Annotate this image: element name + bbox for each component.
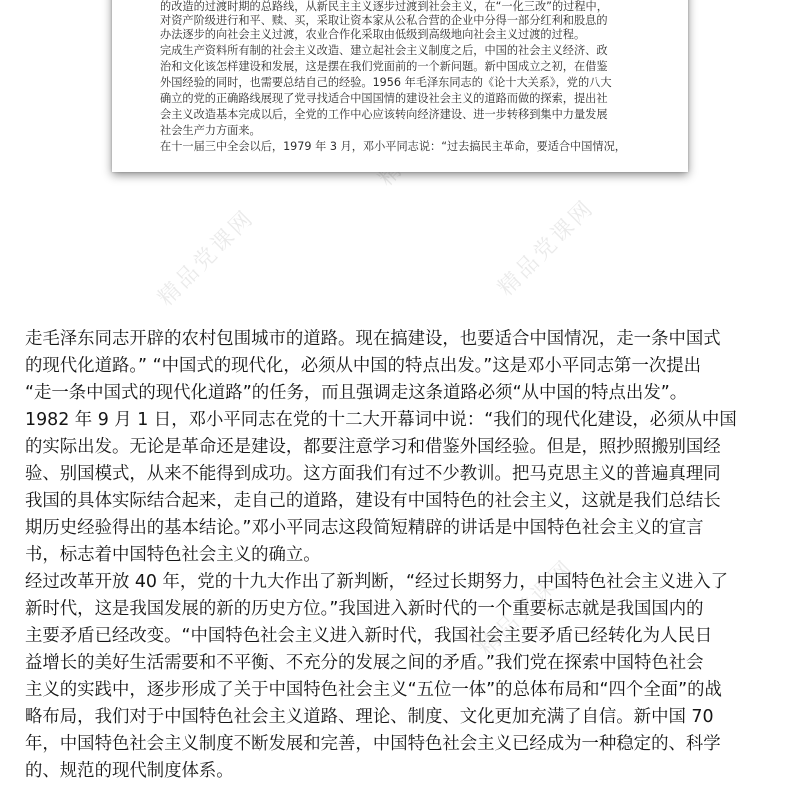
body-line: 益增长的美好生活需要和不平衡、不充分的发展之间的矛盾。”我们党在探索中国特色社会: [25, 653, 704, 673]
preview-line: 完成生产资料所有制的社会主义改造、建立起社会主义制度之后，中国的社会主义经济、政: [160, 44, 608, 57]
preview-line: 社会生产力方面来。: [160, 124, 261, 137]
preview-line: 的改造的过渡时期的总路线，从新民主主义逐步过渡到社会主义，在“一化三改”的过程中，: [160, 0, 608, 13]
preview-line: 会主义改造基本完成以后，全党的工作中心应该转向经济建设、进一步转移到集中力量发展: [160, 108, 608, 121]
body-line: 经过改革开放 40 年，党的十九大作出了新判断，“经过长期努力，中国特色社会主义进入了: [25, 572, 729, 592]
body-line: 主要矛盾已经改变。“中国特色社会主义进入新时代，我国社会主要矛盾已经转化为人民日: [25, 626, 713, 646]
body-line: 年，中国特色社会主义制度不断发展和完善，中国特色社会主义已经成为一种稳定的、科学: [25, 734, 721, 754]
preview-line: 外国经验的同时，也需要总结自己的经验。1956 年毛泽东同志的《论十大关系》，党的八大: [160, 76, 612, 89]
body-line: 书，标志着中国特色社会主义的确立。: [25, 545, 321, 565]
preview-line: 对资产阶级进行和平、赎、买，采取让资本家从公私合营的企业中分得一部分红利和股息的: [160, 14, 608, 27]
body-line: 验、别国模式，从来不能得到成功。这方面我们有过不少教训。把马克思主义的普遍真理同: [25, 464, 721, 484]
body-line: 期历史经验得出的基本结论。”邓小平同志这段简短精辟的讲话是中国特色社会主义的宣言: [25, 518, 704, 538]
body-line: 略布局，我们对于中国特色社会主义道路、理论、制度、文化更加充满了自信。新中国 70: [25, 707, 714, 727]
body-line: 走毛泽东同志开辟的农村包围城市的道路。现在搞建设，也要适合中国情况，走一条中国式: [25, 329, 721, 349]
watermark-4: 精品党课网: [473, 555, 580, 662]
body-line: 新时代，这是我国发展的新的历史方位。”我国进入新时代的一个重要标志就是我国国内的: [25, 599, 704, 619]
preview-line: 在十一届三中全会以后，1979 年 3 月，邓小平同志说：“过去搞民主革命，要适合中国情况，: [160, 140, 626, 153]
preview-line: 确立的党的正确路线展现了党寻找适合中国国情的建设社会主义的道路而做的探索，提出社: [160, 92, 608, 105]
watermark-1: 精品党课网: [153, 205, 260, 312]
body-line: 的实际出发。无论是革命还是建设，都要注意学习和借鉴外国经验。但是，照抄照搬别国经: [25, 437, 721, 457]
body-line: 主义的实践中，逐步形成了关于中国特色社会主义“五位一体”的总体布局和“四个全面”的战: [25, 680, 722, 700]
body-line: 1982 年 9 月 1 日，邓小平同志在党的十二大开幕词中说：“我们的现代化建设，必须从中国: [25, 410, 737, 430]
body-line: “走一条中国式的现代化道路”的任务，而且强调走这条道路必须“从中国的特点出发”。: [25, 383, 688, 403]
body-line: 的现代化道路。” “中国式的现代化，必须从中国的特点出发。”这是邓小平同志第一次提出: [25, 356, 702, 376]
preview-line: 治和文化该怎样建设和发展，这是摆在我们党面前的一个新问题。新中国成立之初，在借鉴: [160, 60, 608, 73]
body-line: 的、规范的现代制度体系。: [25, 761, 234, 781]
body-line: 我国的具体实际结合起来，走自己的道路，建设有中国特色的社会主义，这就是我们总结长: [25, 491, 721, 511]
preview-line: 办法逐步的向社会主义过渡，农业合作化采取由低级到高级地向社会主义过渡的过程。: [160, 28, 586, 41]
watermark-3: 精品党课网: [493, 195, 600, 302]
document-page-preview: [112, 0, 688, 172]
